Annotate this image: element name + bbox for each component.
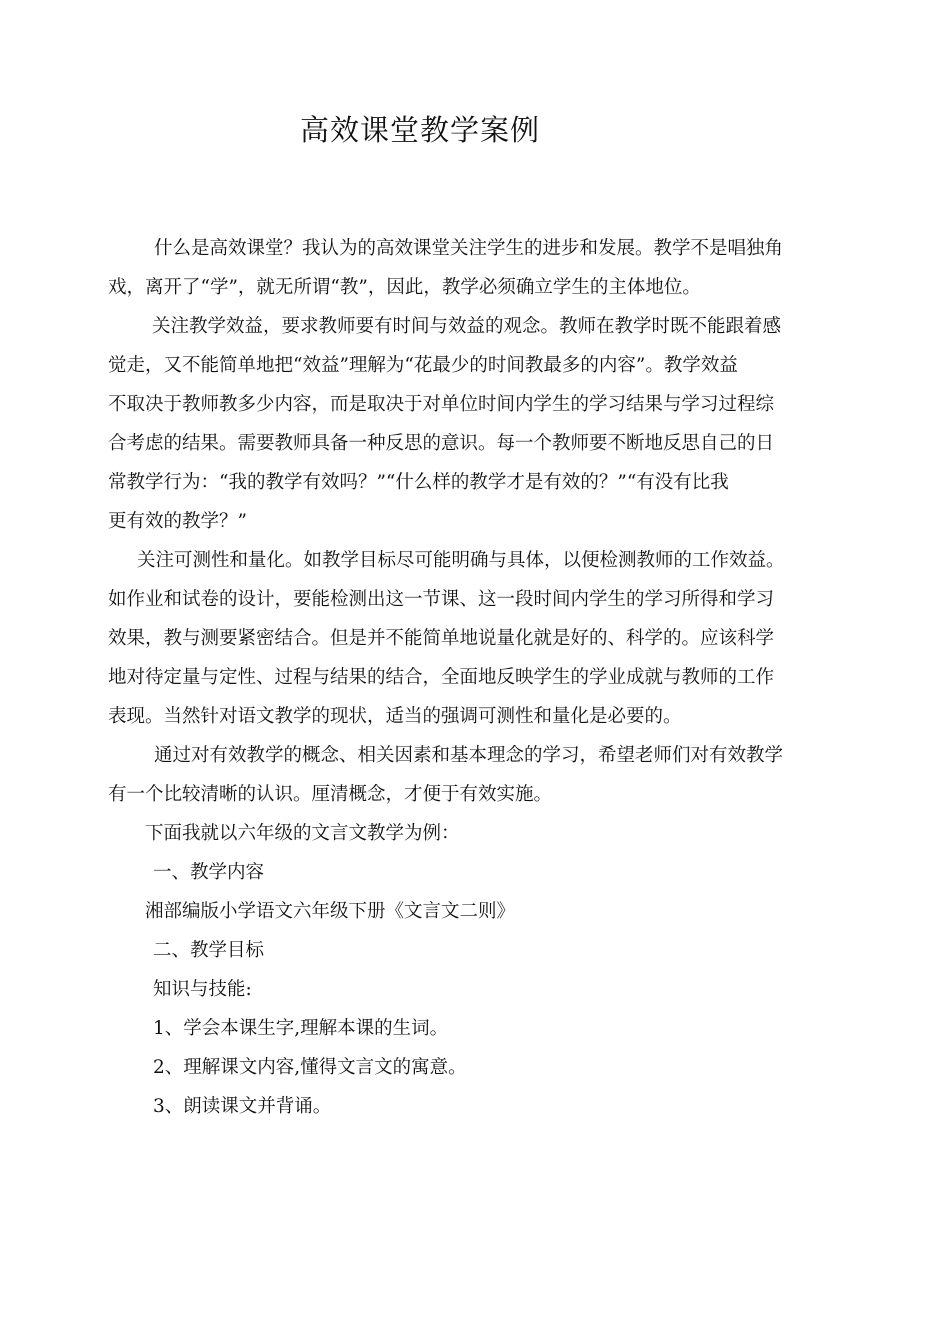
text-line: 1、学会本课生字,理解本课的生词。 (153, 1018, 449, 1039)
objective-item-1 (108, 1009, 848, 1048)
objective-item-3 (108, 1087, 848, 1126)
text-line: 表现。当然针对语文教学的现状，适当的强调可测性和量化是必要的。 (108, 706, 682, 727)
text-line: 常教学行为：“我的教学有效吗？”“什么样的教学才是有效的？”“有没有比我 (108, 472, 729, 493)
text-line: 关注可测性和量化。如教学目标尽可能明确与具体，以便检测教师的工作效益。 (137, 550, 785, 571)
text-line: 戏，离开了“学”，就无所谓“教”，因此，教学必须确立学生的主体地位。 (108, 277, 701, 298)
text-line: 二、教学目标 (153, 940, 265, 961)
text-line: 不取决于教师教多少内容，而是取决于对单位时间内学生的学习结果与学习过程综 (108, 394, 775, 415)
subheading-knowledge-skills (108, 970, 848, 1009)
paragraph-example-intro (108, 814, 848, 853)
text-line: 如作业和试卷的设计，要能检测出这一节课、这一段时间内学生的学习所得和学习 (108, 589, 775, 610)
paragraph-what-is-efficient-class (108, 229, 848, 307)
text-line: 一、教学内容 (153, 862, 265, 883)
section-heading-objectives (108, 931, 848, 970)
document-body (108, 229, 848, 1126)
document-title: 高效课堂教学案例 (300, 113, 541, 147)
text-line: 效果，教与测要紧密结合。但是并不能简单地说量化就是好的、科学的。应该科学 (108, 628, 775, 649)
text-line: 3、朗读课文并背诵。 (153, 1096, 332, 1117)
paragraph-teaching-benefit (108, 307, 848, 541)
text-line: 下面我就以六年级的文言文教学为例： (145, 823, 460, 844)
paragraph-measurability (108, 541, 848, 736)
text-line: 关注教学效益，要求教师要有时间与效益的观念。教师在教学时既不能跟着感 (152, 316, 782, 337)
text-line: 什么是高效课堂？我认为的高效课堂关注学生的进步和发展。教学不是唱独角 (154, 238, 784, 259)
section-heading-content (108, 853, 848, 892)
text-line: 2、理解课文内容,懂得文言文的寓意。 (153, 1057, 467, 1078)
text-line: 地对待定量与定性、过程与结果的结合，全面地反映学生的学业成就与教师的工作 (108, 667, 775, 688)
text-line: 湘部编版小学语文六年级下册《文言文二则》 (145, 901, 516, 922)
text-line: 觉走，又不能简单地把“效益”理解为“花最少的时间教最多的内容”。教学效益 (108, 355, 738, 376)
paragraph-concept-learning (108, 736, 848, 814)
text-line: 合考虑的结果。需要教师具备一种反思的意识。每一个教师要不断地反思自己的日 (108, 433, 775, 454)
paragraph-textbook (108, 892, 848, 931)
text-line: 更有效的教学？” (108, 511, 247, 532)
text-line: 知识与技能: (153, 979, 252, 1000)
text-line: 有一个比较清晰的认识。厘清概念，才便于有效实施。 (108, 784, 553, 805)
text-line: 通过对有效教学的概念、相关因素和基本理念的学习，希望老师们对有效教学 (154, 745, 784, 766)
objective-item-2 (108, 1048, 848, 1087)
